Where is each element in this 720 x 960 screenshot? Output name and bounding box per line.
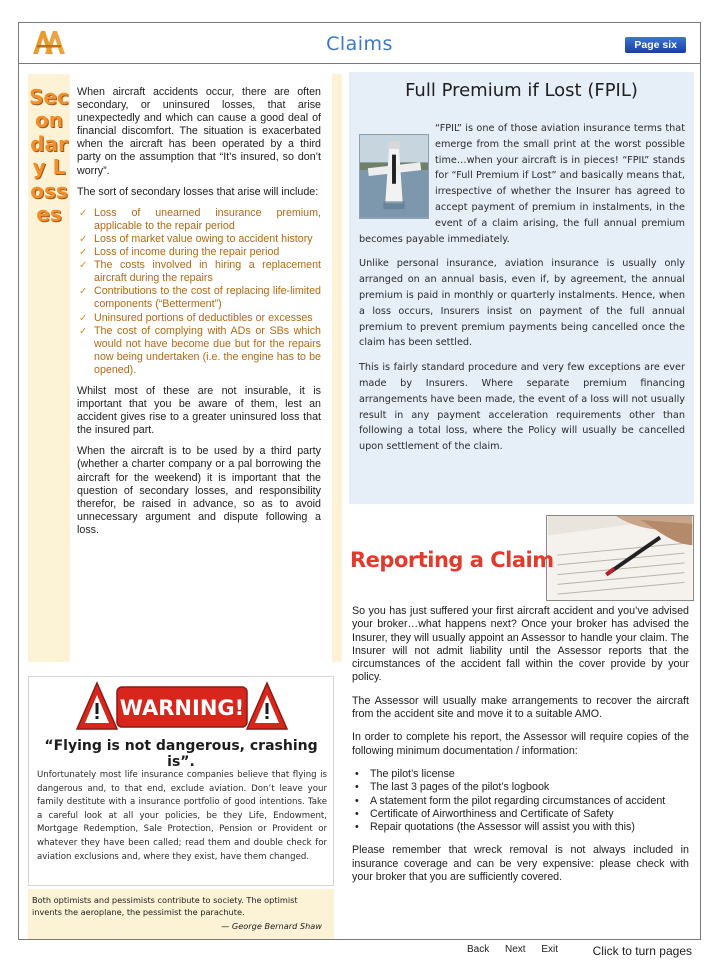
- vertical-section-label: Secondary Losses: [29, 85, 69, 227]
- fpil-para3: This is fairly standard procedure and very few exceptions are ever made by Insurers. Where separate premium financing arrangements have been made, the event of a loss will not usually result in any payment acceleration requirements other than following a total loss, where the Policy will usually be cancelled upon settlement of the claim.: [359, 362, 685, 453]
- crashed-plane-photo: [359, 134, 429, 219]
- shaw-attribution: — George Bernard Shaw: [221, 921, 322, 931]
- secondary-losses-strip: [28, 74, 70, 662]
- turn-pages-hint: Click to turn pages: [592, 944, 692, 958]
- reporting-claim-article: [352, 605, 689, 894]
- warning-sign-text: WARNING!: [119, 696, 245, 720]
- claim-para4: Please remember that wreck removal is not always included in insurance coverage and can be very expensive: please check with your broker that you are sufficiently covered.: [352, 844, 689, 884]
- warning-body: Unfortunately most life insurance companies believe that flying is dangerous and, to that end, exclude aviation. Don’t leave your family destitute with a insurance portfolio of good intentions. Take a careful look at all your policies, be they Life, Endowment, Mortgage Redemption, Sale Protection, Pension or Provident or whatever they have been called; read them and double check for aviation exclusions and, where they exist, have them changed.: [37, 770, 327, 862]
- bullet-icon: •: [355, 781, 359, 794]
- list-item: ✓ Loss of market value owing to accident history: [79, 232, 313, 245]
- page-navigation: [467, 944, 571, 955]
- warning-box: [28, 676, 334, 886]
- list-item: ✓ Loss of unearned insurance premium, applicable to the repair period: [79, 206, 321, 232]
- secondary-para3: When the aircraft is to be used by a third party (whether a charter company or a pal borrowing the aircraft for the weekend) it is important that the question of secondary losses, and responsibility therefor, be raised in advance, so as to avoid unnecessary argument and dispute following a loss.: [77, 445, 321, 536]
- reporting-claim-heading: Reporting a Claim: [350, 548, 554, 572]
- list-item: • Certificate of Airworthiness and Certificate of Safety: [355, 807, 614, 820]
- fpil-title: Full Premium if Lost (FPIL): [405, 80, 638, 101]
- documentation-list: [352, 768, 689, 834]
- next-link[interactable]: Next: [505, 944, 526, 955]
- list-item: • Repair quotations (the Assessor will assist you with this): [355, 821, 635, 834]
- shaw-quote: Both optimists and pessimists contribute to society. The optimist invents the aeroplane, the pessimist the parachute.: [32, 895, 298, 917]
- warning-quote: “Flying is not dangerous, crashing is”.: [44, 738, 318, 770]
- page-title: Claims: [326, 33, 393, 55]
- checkmark-icon: ✓: [79, 260, 88, 272]
- bullet-icon: •: [355, 794, 359, 807]
- page-frame: [18, 22, 701, 940]
- claim-para2: The Assessor will usually make arrangements to recover the aircraft from the accident site and move it to a suitable AMO.: [352, 694, 689, 721]
- list-item: ✓ Contributions to the cost of replacing life-limited components (“Betterment”): [79, 285, 321, 311]
- exit-link[interactable]: Exit: [541, 944, 559, 955]
- secondary-losses-list: [77, 207, 321, 377]
- secondary-para2: Whilst most of these are not insurable, it is important that you be aware of them, lest an accident gives rise to a greater uninsured loss that the insured part.: [77, 384, 321, 437]
- checkmark-icon: ✓: [79, 312, 88, 324]
- secondary-losses-article: [77, 86, 321, 545]
- column-divider: [332, 74, 342, 662]
- fpil-box: [349, 72, 694, 504]
- back-link[interactable]: Back: [467, 944, 490, 955]
- fpil-body: [359, 121, 685, 464]
- checkmark-icon: ✓: [79, 233, 88, 245]
- shaw-quote-box: [28, 889, 334, 939]
- claim-para1: So you has just suffered your first aircraft accident and you’ve advised your broker…what happens next? Once your broker has advised the Insurer, they will usually appoint an Assessor to handle your claim. The Insurer will not admit liability until the Assessor reports that the circumstances of the accident fall within the cover provide by your policy.: [352, 605, 689, 684]
- secondary-lead: The sort of secondary losses that arise will include:: [77, 185, 319, 198]
- list-item: ✓ The costs involved in hiring a replacement aircraft during the repairs: [79, 259, 321, 285]
- bullet-icon: •: [355, 821, 359, 834]
- checkmark-icon: ✓: [79, 247, 88, 259]
- list-item: • A statement form the pilot regarding circumstances of accident: [355, 794, 666, 807]
- warning-sign-icon: [75, 681, 289, 733]
- checkmark-icon: ✓: [79, 207, 88, 219]
- claim-form-photo: [546, 515, 694, 601]
- bullet-icon: •: [355, 767, 359, 780]
- list-item: ✓ Loss of income during the repair period: [79, 246, 280, 259]
- list-item: ✓ Uninsured portions of deductibles or excesses: [79, 311, 313, 324]
- list-item: ✓ The cost of complying with ADs or SBs which would not have become due but for the repairs now being undertaken (i.e. the engine has to be opened).: [79, 324, 321, 376]
- checkmark-icon: ✓: [79, 286, 88, 298]
- page-header: [19, 23, 700, 64]
- claim-para3: In order to complete his report, the Assessor will require copies of the following minimum documentation / information:: [352, 731, 689, 757]
- fpil-para1: “FPIL” is one of those aviation insurance terms that emerge from the small print at the worst possible time…when your aircraft is in pieces! “FPIL” stands for “Full Premium if Lost” and basically means that, irrespective of whether the Insurer has agreed to accept payment of premium in instalments, in the event of a claim arising, the full annual premium becomes payable immediately.: [359, 123, 685, 245]
- list-item: • The pilot’s license: [355, 767, 455, 780]
- secondary-intro: When aircraft accidents occur, there are often secondary, or uninsured losses, that arise unexpectedly and which can cause a good deal of financial discomfort. The situation is exacerbated when the aircraft has been operated by a third party on the assumption that “It’s insured, so don’t worry”.: [77, 86, 321, 177]
- fpil-para2: Unlike personal insurance, aviation insurance is usually only arranged on an annual basis, even if, by agreement, the annual premium is paid in monthly or quarterly instalments. Hence, when a loss occurs, Insurers insist on payment of the full annual premium to prevent premium payments being cancelled once the claim has been settled.: [359, 258, 685, 349]
- page-number-badge: Page six: [625, 37, 686, 53]
- bullet-icon: •: [355, 807, 359, 820]
- checkmark-icon: ✓: [79, 325, 88, 337]
- list-item: • The last 3 pages of the pilot’s logbook: [355, 781, 550, 794]
